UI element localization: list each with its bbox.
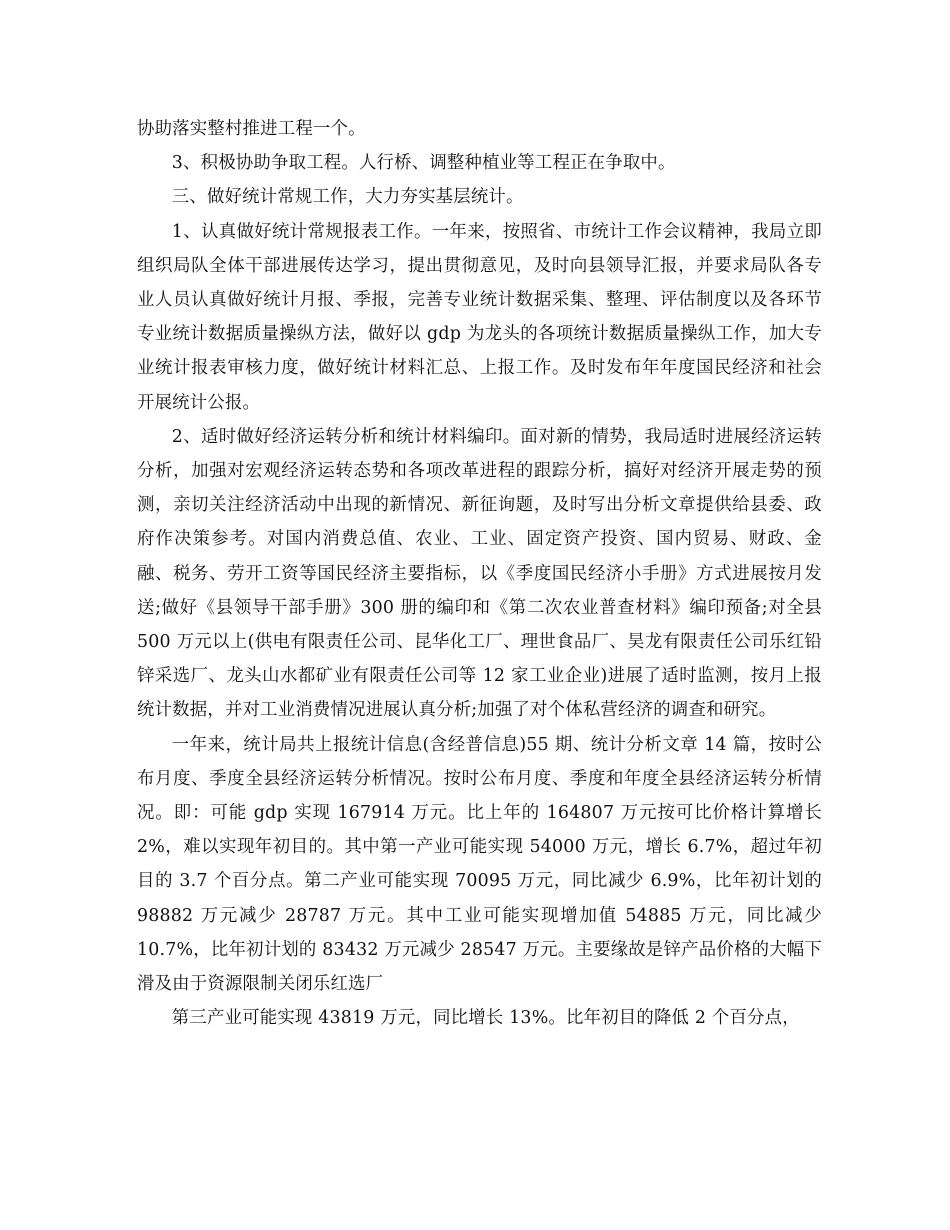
paragraph-7: 第三产业可能实现 43819 万元，同比增长 13%。比年初目的降低 2 个百分点，	[171, 1008, 800, 1029]
paragraph-1: 协助落实整村推进工程一个。	[137, 119, 366, 139]
paragraph-3: 三、做好统计常规工作，大力夯实基层统计。	[171, 187, 524, 208]
paragraph-4: 1、认真做好统计常规报表工作。一年来，按照省、市统计工作会议精神，我局立即组织局队全体干部进展传达学习，提出贯彻意见，及时向县领导汇报，并要求局队各专业人员认真做好统计月报、季报，完善专业统计数据采集、整理、评估制度以及各环节专业统计数据质量操纵方法，做好以 gdp 为龙头的各项统计数据质量操纵工作，加大专业统计报表审核力度，做好统计材料汇总、上报工作。及时发布年年度国民经济和社会开展统计公报。	[137, 221, 822, 413]
paragraph-5: 2、适时做好经济运转分析和统计材料编印。面对新的情势，我局适时进展经济运转分析，加强对宏观经济运转态势和各项改革进程的跟踪分析，搞好对经济开展走势的预测，亲切关注经济活动中出现的新情况、新征询题，及时写出分析文章提供给县委、政府作决策参考。对国内消费总值、农业、工业、固定资产投资、国内贸易、财政、金融、税务、劳开工资等国民经济主要指标，以《季度国民经济小手册》方式进展按月发送;做好《县领导干部手册》300 册的编印和《第二次农业普查材料》编印预备;对全县 500 万元以上(供电有限责任公司、昆华化工厂、理世食品厂、昊龙有限责任公司乐红铅锌采选厂、龙头山水都矿业有限责任公司等 12 家工业企业)进展了适时监测，按月上报统计数据，并对工业消费情况进展认真分析;加强了对个体私营经济的调查和研究。	[137, 426, 822, 721]
document-body	[137, 112, 822, 1035]
paragraph-6: 一年来，统计局共上报统计信息(含经普信息)55 期、统计分析文章 14 篇，按时公布月度、季度全县经济运转分析情况。按时公布月度、季度和年度全县经济运转分析情况。即：可能 gdp 实现 167914 万元。比上年的 164807 万元按可比价格计算增长 2%，难以实现年初目的。其中第一产业可能实现 54000 万元，增长 6.7%，超过年初目的 3.7 个百分点。第二产业可能实现 70095 万元，同比减少 6.9%，比年初计划的 98882 万元减少 28787 万元。其中工业可能实现增加值 54885 万元，同比减少 10.7%，比年初计划的 83432 万元减少 28547 万元。主要缘故是锌产品价格的大幅下滑及由于资源限制关闭乐红选厂	[137, 734, 822, 995]
paragraph-2: 3、积极协助争取工程。人行桥、调整种植业等工程正在争取中。	[171, 153, 676, 174]
